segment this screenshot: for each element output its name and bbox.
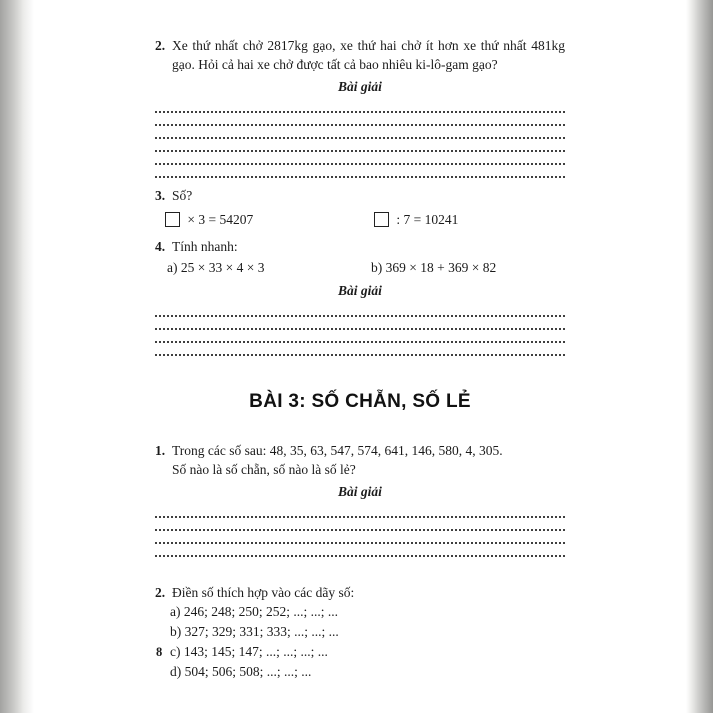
page-number: 8 — [156, 645, 163, 659]
scan-edge-left — [0, 0, 34, 713]
lesson3-problem-1-number: 1. — [155, 443, 166, 458]
problem-4-number: 4. — [155, 239, 166, 254]
answer-line — [155, 544, 565, 557]
answer-line — [155, 113, 565, 126]
lesson3-problem-1-line2: Số nào là số chẵn, số nào là số lẻ? — [172, 462, 356, 477]
problem-2-text: Xe thứ nhất chở 2817kg gạo, xe thứ hai chở ít hơn xe thứ nhất 481kg gạo. Hỏi cả hai xe chở được tất cả bao nhiêu ki-lô-gam gạo? — [172, 38, 565, 72]
expression-a: a) 25 × 33 × 4 × 3 — [167, 260, 265, 275]
lesson3-problem-2-title: Điền số thích hợp vào các dãy số: — [172, 585, 355, 600]
sequence-item: d) 504; 506; 508; ...; ...; ... — [170, 664, 312, 679]
answer-lines-lesson3-problem-1 — [155, 505, 565, 557]
answer-line — [155, 343, 565, 356]
lesson3-problem-2-number: 2. — [155, 585, 166, 600]
sequence-item: c) 143; 145; 147; ...; ...; ...; ... — [170, 644, 328, 659]
lesson3-problem-1-line1: Trong các số sau: 48, 35, 63, 547, 574, 641, 146, 580, 4, 305. — [172, 443, 503, 458]
lesson-heading: BÀI 3: SỐ CHẴN, SỐ LẺ — [249, 391, 471, 412]
answer-line — [155, 518, 565, 531]
lesson3-problem-2 — [155, 583, 565, 602]
sequence-item: a) 246; 248; 250; 252; ...; ...; ... — [170, 604, 338, 619]
expression-row — [155, 258, 565, 278]
equation-row — [155, 210, 565, 232]
problem-2-number: 2. — [155, 38, 166, 53]
answer-line — [155, 100, 565, 113]
equation-1-text: × 3 = 54207 — [187, 212, 254, 227]
answer-line — [155, 317, 565, 330]
answer-line — [155, 304, 565, 317]
sequence-item: b) 327; 329; 331; 333; ...; ...; ... — [170, 624, 339, 639]
scan-edge-right — [686, 0, 713, 713]
lesson3-problem-1 — [155, 441, 565, 479]
problem-2 — [155, 36, 565, 74]
answer-line — [155, 126, 565, 139]
equation-2 — [374, 210, 458, 229]
problem-3 — [155, 186, 565, 205]
page-content — [155, 36, 565, 682]
answer-line — [155, 139, 565, 152]
solution-heading: Bài giải — [338, 283, 382, 298]
answer-line — [155, 330, 565, 343]
answer-box — [165, 212, 180, 227]
equation-1 — [165, 210, 253, 229]
equation-2-text: : 7 = 10241 — [396, 212, 459, 227]
problem-3-title: Số? — [172, 188, 193, 203]
answer-line — [155, 165, 565, 178]
answer-line — [155, 531, 565, 544]
problem-4 — [155, 237, 565, 256]
answer-box — [374, 212, 389, 227]
answer-lines-problem-4 — [155, 304, 565, 356]
solution-heading: Bài giải — [338, 79, 382, 94]
expression-b: b) 369 × 18 + 369 × 82 — [371, 260, 497, 275]
number-sequence-list — [155, 602, 565, 682]
solution-heading: Bài giải — [338, 484, 382, 499]
answer-lines-problem-2 — [155, 100, 565, 178]
problem-3-number: 3. — [155, 188, 166, 203]
problem-4-title: Tính nhanh: — [172, 239, 238, 254]
answer-line — [155, 505, 565, 518]
answer-line — [155, 152, 565, 165]
